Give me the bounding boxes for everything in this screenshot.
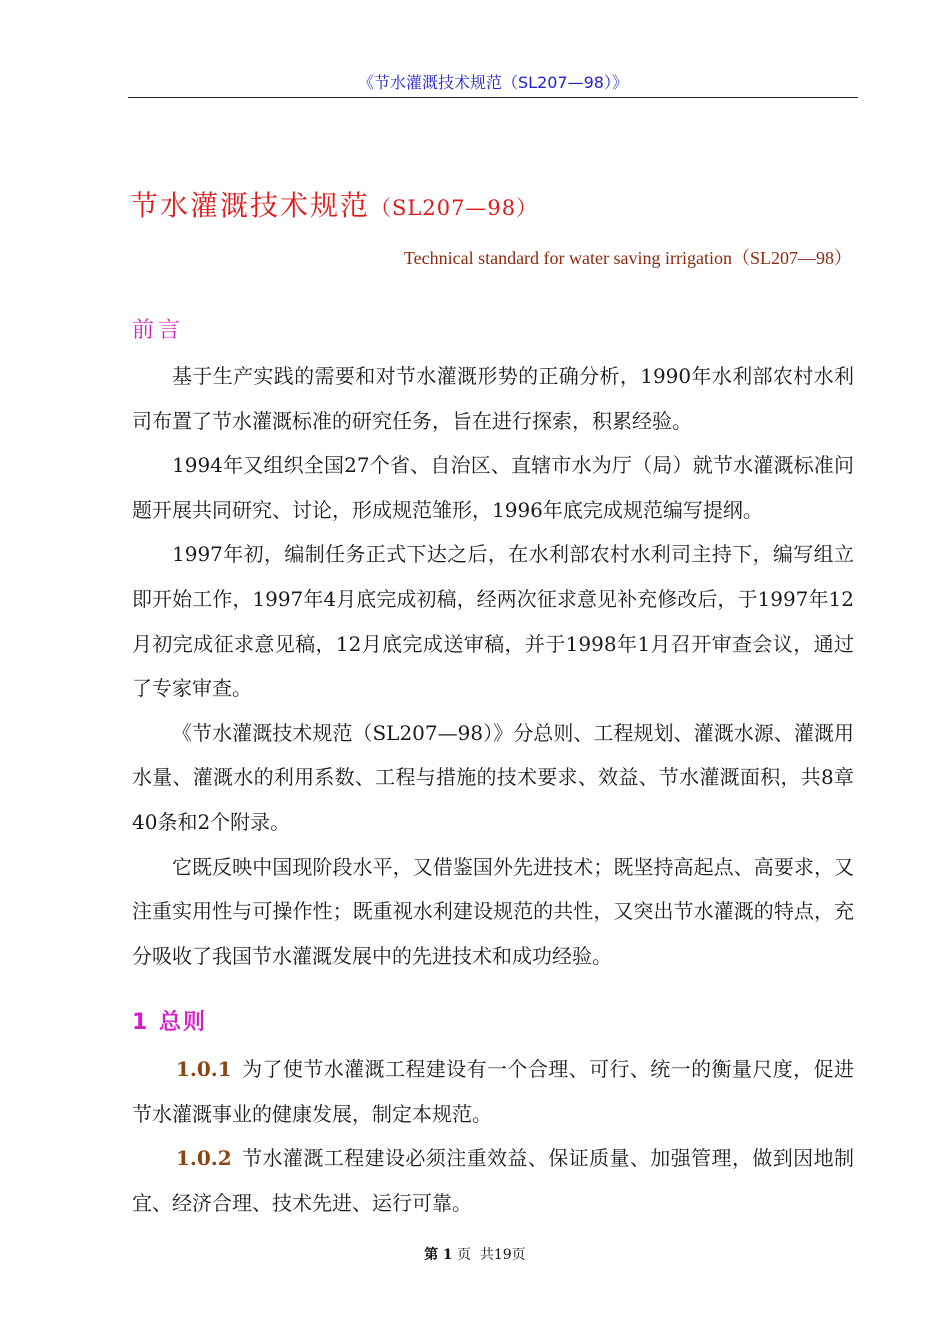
foreword-paragraph: 它既反映中国现阶段水平，又借鉴国外先进技术；既坚持高起点、高要求，又注重实用性与可操作性；既重视水利建设规范的共性，又突出节水灌溉的特点，充分吸收了我国节水灌溉发展中的先进技术和成功经验。 xyxy=(132,854,854,968)
clause xyxy=(132,1136,854,1225)
clause-text: 为了使节水灌溉工程建设有一个合理、可行、统一的衡量尺度，促进节水灌溉事业的健康发展，制定本规范。 xyxy=(132,1057,854,1126)
footer-suffix: 页 xyxy=(456,1247,471,1263)
title-main: 节水灌溉技术规范 xyxy=(130,189,371,222)
foreword-paragraph: 1997年初，编制任务正式下达之后，在水利部农村水利司主持下，编写组立即开始工作，1997年4月底完成初稿，经两次征求意见补充修改后，于1997年12月初完成征求意见稿，12月底完成送审稿，并于1998年1月召开审查会议，通过了专家审查。 xyxy=(132,542,854,701)
foreword-paragraph: 1994年又组织全国27个省、自治区、直辖市水为厅（局）就节水灌溉标准问题开展共同研究、讨论，形成规范雏形，1996年底完成规范编写提纲。 xyxy=(132,453,854,522)
english-subtitle: Technical standard for water saving irrigation（SL207—98） xyxy=(403,248,852,268)
running-header: 《节水灌溉技术规范（SL207—98）》 xyxy=(358,73,628,92)
foreword-body xyxy=(132,354,854,978)
foreword-heading: 前言 xyxy=(132,318,185,343)
clause-number: 1.0.2 xyxy=(176,1146,232,1171)
page-total: 共19页 xyxy=(479,1247,526,1263)
clause xyxy=(132,1047,854,1136)
document-title xyxy=(130,184,538,224)
page-footer xyxy=(0,1244,950,1264)
title-code: （SL207—98） xyxy=(370,196,539,220)
foreword-paragraph: 基于生产实践的需要和对节水灌溉形势的正确分析，1990年水利部农村水利司布置了节水灌溉标准的研究任务，旨在进行探索，积累经验。 xyxy=(132,364,854,433)
clause-number: 1.0.1 xyxy=(176,1057,232,1081)
chapter-heading: 1 总则 xyxy=(132,1010,207,1035)
clause-text: 节水灌溉工程建设必须注重效益、保证质量、加强管理，做到因地制宜、经济合理、技术先进、运行可靠。 xyxy=(132,1146,854,1215)
chapter-clauses xyxy=(132,1047,854,1225)
foreword-paragraph: 《节水灌溉技术规范（SL207—98）》分总则、工程规划、灌溉水源、灌溉用水量、灌溉水的利用系数、工程与措施的技术要求、效益、节水灌溉面积，共8章40条和2个附录。 xyxy=(132,720,854,834)
footer-prefix: 第 xyxy=(424,1247,439,1263)
header-rule xyxy=(128,97,858,98)
page-number: 1 xyxy=(442,1247,453,1263)
